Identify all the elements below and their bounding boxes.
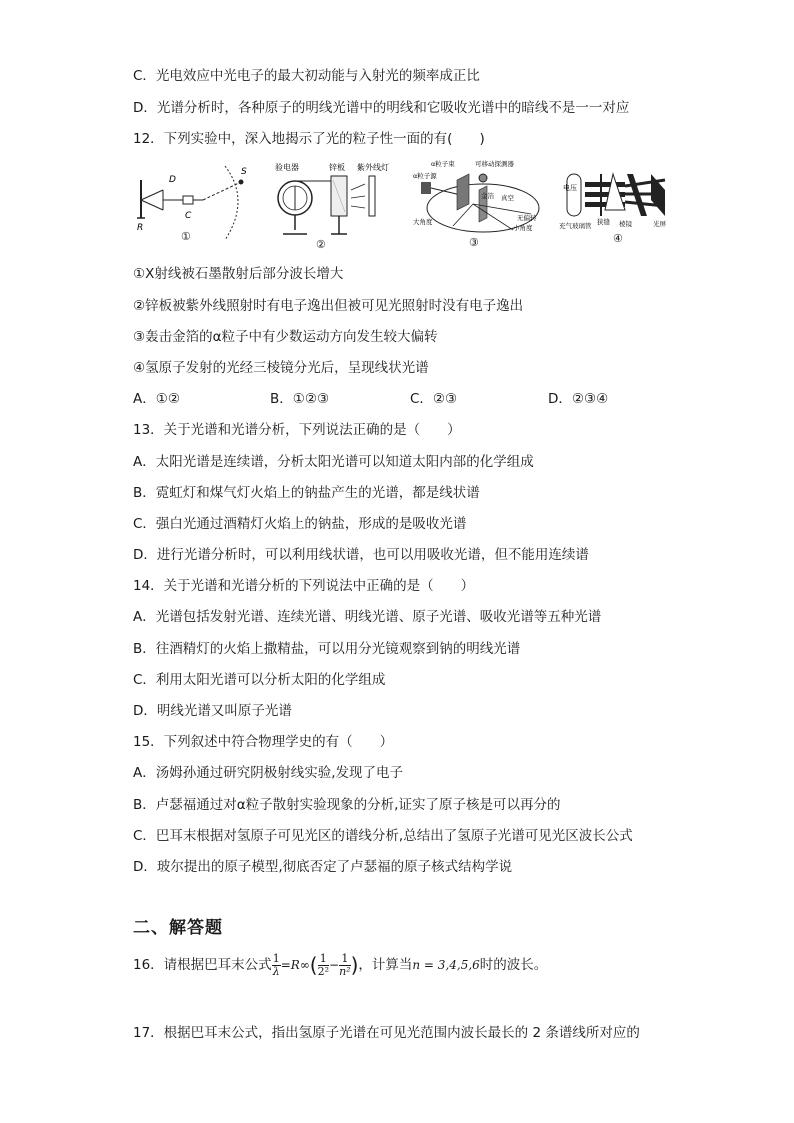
fig4-text-3: 狭缝 xyxy=(597,218,610,226)
q17-stem: 17．根据巴耳末公式，指出氢原子光谱在可见光范围内波长最长的 2 条谱线所对应的 xyxy=(133,1025,640,1041)
q16-n-values: n = 3,4,5,6 xyxy=(412,958,480,972)
fig3-text-5: 真空 xyxy=(501,194,514,202)
fig4-text-4: 棱镜 xyxy=(619,220,632,228)
fig4-text-1: 电压 xyxy=(563,184,577,192)
compton-diagram xyxy=(133,160,253,248)
fig3-text-6: 大角度 xyxy=(413,218,433,226)
q12-stem: 12．下列实验中，深入地揭示了光的粒子性一面的有( ) xyxy=(133,131,485,147)
q15-option-c: C．巴耳末根据对氢原子可见光区的谱线分析,总结出了氢原子光谱可见光区波长公式 xyxy=(133,828,633,844)
q14-option-d: D．明线光谱又叫原子光谱 xyxy=(133,703,292,719)
q14-option-b: B．往酒精灯的火焰上撒精盐，可以用分光镜观察到钠的明线光谱 xyxy=(133,641,521,657)
formula-rydberg: R∞ xyxy=(290,958,310,972)
fig2-text-1: 验电器 xyxy=(275,163,299,172)
formula-term2-denominator: n² xyxy=(339,964,351,978)
fig3-text-7: 无偏转 xyxy=(517,214,537,222)
q12-option-d: D．②③④ xyxy=(548,391,609,407)
alpha-scattering-diagram xyxy=(413,160,543,248)
fig2-text-2: 锌板 xyxy=(329,163,345,172)
formula-term2-numerator: 1 xyxy=(339,953,351,966)
q15-option-d: D．玻尔提出的原子模型,彻底否定了卢瑟福的原子核式结构学说 xyxy=(133,859,513,875)
q12-option-a: A．①② xyxy=(133,391,180,407)
formula-term1-denominator: 2² xyxy=(317,964,330,978)
q14-option-a: A．光谱包括发射光谱、连续光谱、明线光谱、原子光谱、吸收光谱等五种光谱 xyxy=(133,609,602,625)
q12-statement-3: ③轰击金箔的α粒子中有少数运动方向发生较大偏转 xyxy=(133,329,438,345)
q16-stem xyxy=(133,950,547,980)
q13-option-a: A．太阳光谱是连续谱，分析太阳光谱可以知道太阳内部的化学组成 xyxy=(133,454,534,470)
q16-prefix: 16．请根据巴耳末公式 xyxy=(133,957,272,973)
fig4-text-2: 充气玻璃管 xyxy=(559,222,592,230)
q15-option-a: A．汤姆孙通过研究阴极射线实验,发现了电子 xyxy=(133,765,404,781)
fig4-text-5: 光屏 xyxy=(653,220,666,228)
formula-minus: − xyxy=(329,958,340,972)
q15-option-b: B．卢瑟福通过对α粒子散射实验现象的分析,证实了原子核是可以再分的 xyxy=(133,797,561,813)
fig4-number: ④ xyxy=(613,232,623,245)
q12-option-b: B．①②③ xyxy=(270,391,330,407)
fig2-number: ② xyxy=(316,238,326,251)
fig1-number: ① xyxy=(181,230,191,243)
fig3-number: ③ xyxy=(469,236,479,249)
fig1-label-s: S xyxy=(241,167,247,177)
q11-option-d: D．光谱分析时，各种原子的明线光谱中的明线和它吸收光谱中的暗线不是一一对应 xyxy=(133,100,630,116)
fig3-text-2: 可移动探测器 xyxy=(475,160,514,168)
q13-option-b: B．霓虹灯和煤气灯火焰上的钠盐产生的光谱，都是线状谱 xyxy=(133,485,480,501)
fig1-label-d: D xyxy=(169,175,176,185)
q16-tail: 时的波长。 xyxy=(479,957,548,973)
fig3-text-8: 小角度 xyxy=(513,224,533,232)
q12-statement-2: ②锌板被紫外线照射时有电子逸出但被可见光照射时没有电子逸出 xyxy=(133,298,524,314)
fig3-text-3: α粒子源 xyxy=(413,172,437,180)
q14-stem: 14．关于光谱和光谱分析的下列说法中正确的是（ ） xyxy=(133,578,475,594)
q13-option-d: D．进行光谱分析时，可以利用线状谱，也可以用吸收光谱，但不能用连续谱 xyxy=(133,547,589,563)
fig3-text-4: 金箔 xyxy=(481,192,494,200)
formula-term1-numerator: 1 xyxy=(318,953,329,966)
formula-lhs-denominator: λ xyxy=(272,964,280,978)
fig1-label-c: C xyxy=(185,211,192,221)
q12-statement-1: ①X射线被石墨散射后部分波长增大 xyxy=(133,266,344,282)
formula-lhs-numerator: 1 xyxy=(272,951,280,965)
balmer-formula: $\frac{1}{\lambda}$ =R∞( $\frac{1}{\text{2²}}$ − $\frac{1}{\text{n²}}$ ) xyxy=(272,951,359,978)
section-heading: 二、解答题 xyxy=(133,918,223,938)
formula-equals: = xyxy=(280,958,291,972)
q13-stem: 13．关于光谱和光谱分析，下列说法正确的是（ ） xyxy=(133,422,461,438)
q14-option-c: C．利用太阳光谱可以分析太阳的化学组成 xyxy=(133,672,386,688)
q11-option-c: C．光电效应中光电子的最大初动能与入射光的频率成正比 xyxy=(133,68,480,84)
fig2-text-3: 紫外线灯 xyxy=(357,163,389,172)
q12-option-c: C．②③ xyxy=(410,391,458,407)
q16-middle: ，计算当 xyxy=(358,957,413,973)
q13-option-c: C．强白光通过酒精灯火焰上的钠盐，形成的是吸收光谱 xyxy=(133,516,467,532)
fig3-text-1: α粒子束 xyxy=(431,160,455,168)
fig1-label-r: R xyxy=(137,223,144,233)
q12-statement-4: ④氢原子发射的光经三棱镜分光后，呈现线状光谱 xyxy=(133,360,429,376)
q12-figures xyxy=(133,160,673,255)
q15-stem: 15．下列叙述中符合物理学史的有（ ） xyxy=(133,734,394,750)
photoelectric-diagram xyxy=(273,160,393,248)
